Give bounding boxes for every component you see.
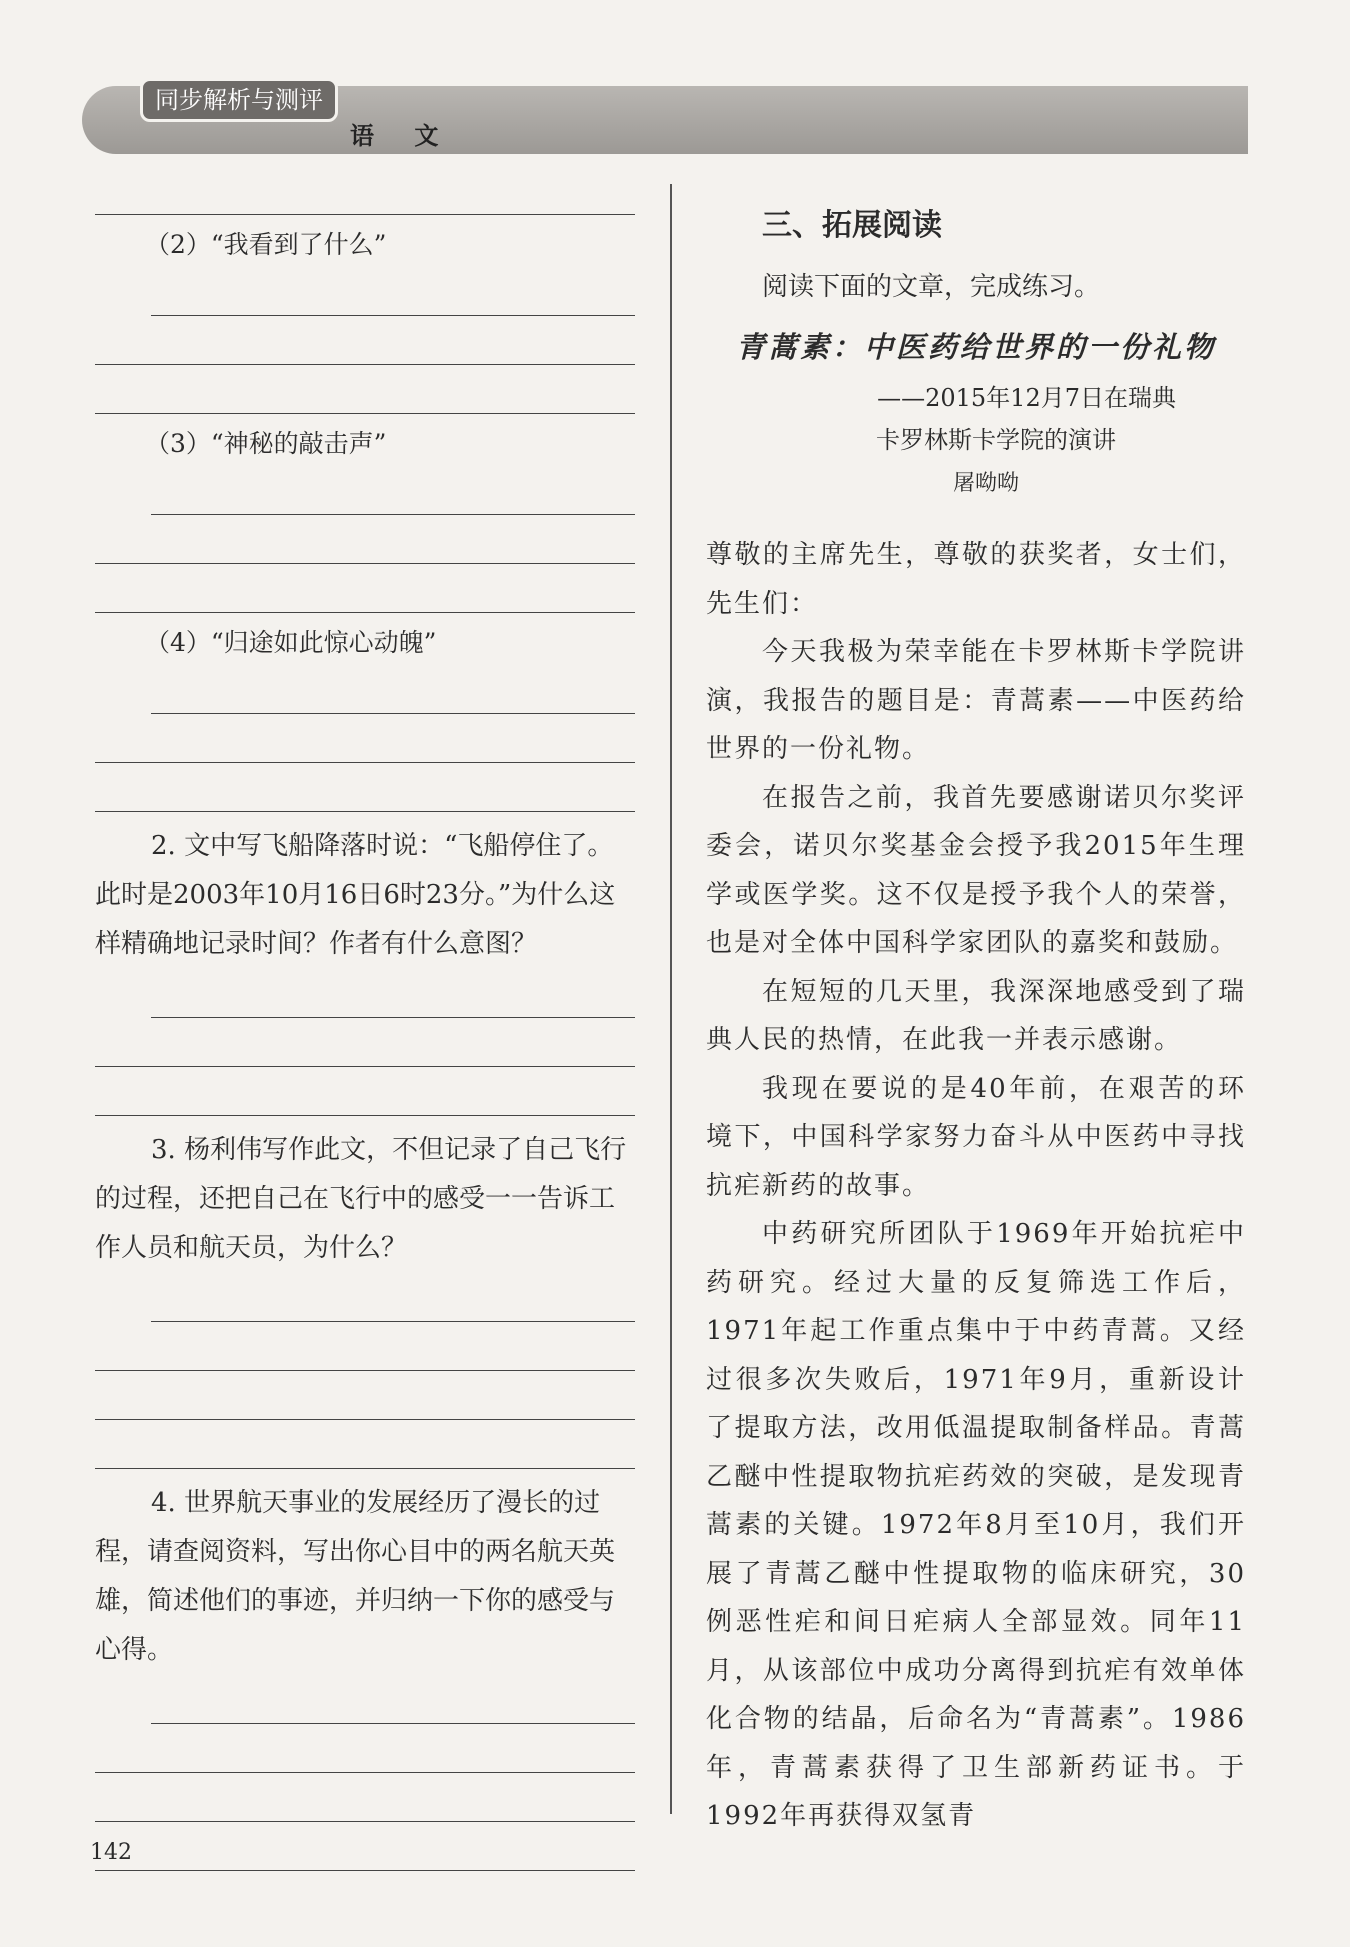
subject-label: 语 文	[350, 121, 455, 150]
answer-line[interactable]	[95, 365, 635, 414]
answer-line[interactable]	[95, 1322, 635, 1371]
article-paragraph: 今天我极为荣幸能在卡罗林斯卡学院讲演，我报告的题目是：青蒿素——中医药给世界的一份礼物。	[706, 637, 1246, 764]
answer-line[interactable]	[95, 714, 635, 763]
question-4: 4. 世界航天事业的发展经历了漫长的过程，请查阅资料，写出你心目中的两名航天英雄，简述他们的事迹，并归纳一下你的感受与心得。	[95, 1488, 616, 1665]
answer-line[interactable]	[95, 1724, 635, 1773]
article-paragraph: 尊敬的主席先生，尊敬的获奖者，女士们，先生们：	[706, 540, 1246, 619]
answer-line[interactable]	[95, 190, 635, 215]
answer-line[interactable]	[95, 763, 635, 812]
right-column	[706, 200, 1246, 1841]
answer-line[interactable]	[95, 515, 635, 564]
question-2: 2. 文中写飞船降落时说：“飞船停住了。此时是2003年10月16日6时23分。”为什么这样精确地记录时间？作者有什么意图？	[95, 831, 616, 959]
answer-line[interactable]	[95, 1822, 635, 1871]
answer-line[interactable]	[151, 1675, 635, 1724]
article-subtitle-2: 卡罗林斯卡学院的演讲	[876, 426, 1116, 454]
answer-line[interactable]	[151, 267, 635, 316]
question-3: 3. 杨利伟写作此文，不但记录了自己飞行的过程，还把自己在飞行中的感受一一告诉工作人员和航天员，为什么？	[95, 1135, 627, 1263]
article-author: 屠呦呦	[952, 471, 1019, 496]
answer-line[interactable]	[151, 466, 635, 515]
answer-line[interactable]	[95, 1773, 635, 1822]
series-title: 同步解析与测评	[140, 78, 338, 122]
article-paragraph: 在短短的几天里，我深深地感受到了瑞典人民的热情，在此我一并表示感谢。	[706, 976, 1246, 1055]
answer-line[interactable]	[95, 1018, 635, 1067]
sub-question-3: （3）“神秘的敲击声”	[145, 429, 387, 458]
left-column	[95, 190, 635, 1871]
article-paragraph: 在报告之前，我首先要感谢诺贝尔奖评委会，诺贝尔奖基金会授予我2015年生理学或医学奖。这不仅是授予我个人的荣誉，也是对全体中国科学家团队的嘉奖和鼓励。	[706, 782, 1246, 958]
column-divider	[670, 184, 672, 1814]
answer-line[interactable]	[95, 1067, 635, 1116]
article-paragraph: 中药研究所团队于1969年开始抗疟中药研究。经过大量的反复筛选工作后，1971年起工作重点集中于中药青蒿。又经过很多次失败后，1971年9月，重新设计了提取方法，改用低温提取制备样品。青蒿乙醚中性提取物抗疟药效的突破，是发现青蒿素的关键。1972年8月至10月，我们开展了青蒿乙醚中性提取物的临床研究，30例恶性疟和间日疟病人全部显效。同年11月，从该部位中成功分离得到抗疟有效单体化合物的结晶，后命名为“青蒿素”。1986年，青蒿素获得了卫生部新药证书。于1992年再获得双氢青	[706, 1219, 1246, 1831]
answer-line[interactable]	[95, 564, 635, 613]
sub-question-4: （4）“归途如此惊心动魄”	[145, 628, 437, 657]
answer-line[interactable]	[151, 969, 635, 1018]
reading-instruction: 阅读下面的文章，完成练习。	[762, 272, 1101, 302]
page-number: 142	[90, 1840, 132, 1865]
answer-line[interactable]	[151, 665, 635, 714]
answer-line[interactable]	[95, 316, 635, 365]
article-paragraph: 我现在要说的是40年前，在艰苦的环境下，中国科学家努力奋斗从中医药中寻找抗疟新药的故事。	[706, 1073, 1246, 1201]
answer-line[interactable]	[95, 1420, 635, 1469]
answer-line[interactable]	[95, 1371, 635, 1420]
article-title: 青蒿素：中医药给世界的一份礼物	[735, 330, 1216, 364]
sub-question-2: （2）“我看到了什么”	[145, 230, 387, 259]
section-heading: 三、拓展阅读	[762, 208, 942, 243]
article-subtitle-1: ——2015年12月7日在瑞典	[877, 384, 1176, 412]
answer-line[interactable]	[151, 1273, 635, 1322]
